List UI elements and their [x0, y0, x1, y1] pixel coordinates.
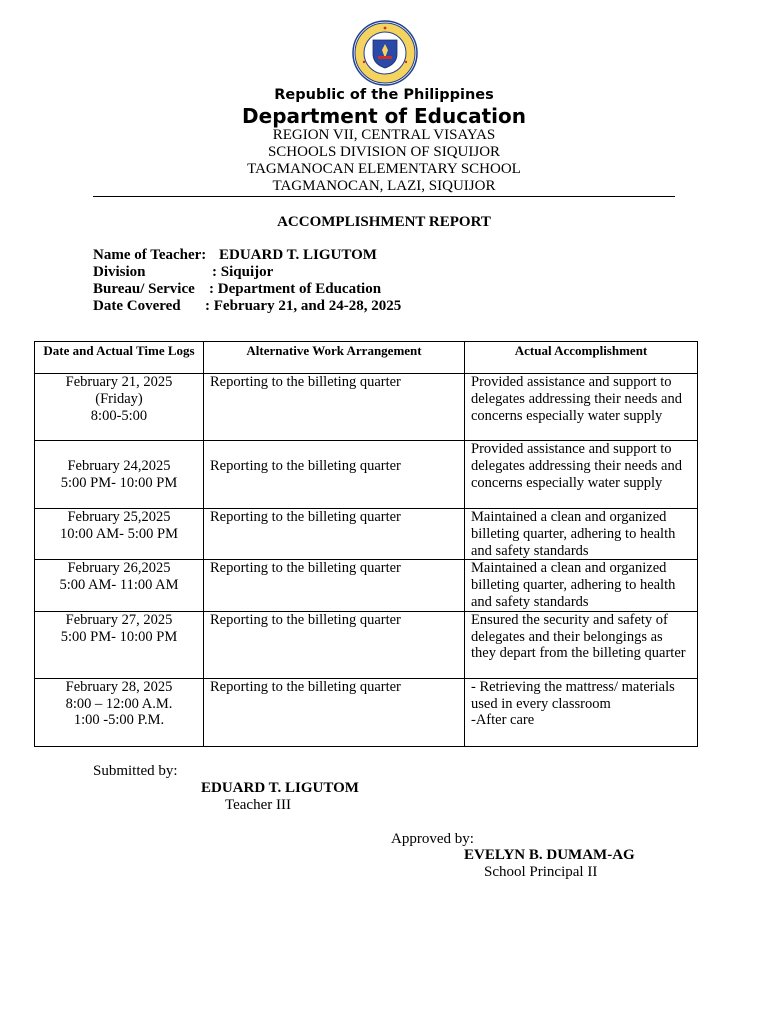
time-line: 8:00-5:00 [90, 407, 148, 424]
date-line: February 27, 2025 [65, 611, 173, 628]
division-value: : Siquijor [212, 264, 274, 280]
date-cell [35, 441, 204, 509]
table-row [35, 678, 698, 746]
time-line: 10:00 AM- 5:00 PM [59, 525, 179, 542]
arrangement-cell: Reporting to the billeting quarter [204, 678, 465, 746]
arrangement-text: Reporting to the billeting quarter [210, 457, 401, 474]
department-heading: Department of Education [242, 104, 526, 128]
date-line: February 28, 2025 [65, 678, 173, 695]
report-title: ACCOMPLISHMENT REPORT [277, 214, 491, 230]
date-label: Date Covered [93, 298, 181, 314]
date-cell [35, 678, 204, 746]
accomplishment-cell: Maintained a clean and organized billeting quarter, adhering to health and safety standards [465, 560, 698, 611]
date-line: February 25,2025 [67, 509, 171, 525]
teacher-info-row [93, 247, 693, 264]
arrangement-cell: Reporting to the billeting quarter [204, 509, 465, 560]
accomplishment-line: - Retrieving the mattress/ materials used in every classroom [471, 678, 675, 712]
table-row [35, 374, 698, 441]
bureau-value: : Department of Education [209, 281, 382, 297]
region-line: REGION VII, CENTRAL VISAYAS [272, 127, 496, 143]
table-row [35, 509, 698, 560]
arrangement-cell [204, 441, 465, 509]
teacher-value: EDUARD T. LIGUTOM [219, 247, 377, 263]
submitted-by-label: Submitted by: [93, 763, 178, 779]
column-header-date: Date and Actual Time Logs [35, 342, 204, 374]
submitted-by-position: Teacher III [225, 797, 291, 813]
accomplishment-line: -After care [471, 712, 535, 729]
division-label: Division [93, 264, 146, 280]
time-line: 8:00 – 12:00 A.M. [65, 695, 173, 712]
date-cell [35, 560, 204, 611]
accomplishment-cell: Ensured the security and safety of delegates and their belongings as they depart from the billeting quarter [465, 611, 698, 678]
date-cell [35, 611, 204, 678]
time-line: 5:00 PM- 10:00 PM [60, 474, 178, 491]
column-header-arrangement: Alternative Work Arrangement [204, 342, 465, 374]
republic-heading: Republic of the Philippines [274, 87, 494, 103]
accomplishment-cell: Maintained a clean and organized billeting quarter, adhering to health and safety standards [465, 509, 698, 560]
time-line: 1:00 -5:00 P.M. [73, 712, 165, 729]
school-line: TAGMANOCAN ELEMENTARY SCHOOL [247, 161, 521, 177]
arrangement-cell: Reporting to the billeting quarter [204, 611, 465, 678]
submitted-by-name: EDUARD T. LIGUTOM [201, 780, 359, 796]
division-info-row [93, 264, 693, 281]
time-line: 5:00 AM- 11:00 AM [59, 577, 179, 594]
table-row [35, 441, 698, 509]
approved-by-label: Approved by: [391, 831, 474, 847]
address-line: TAGMANOCAN, LAZI, SIQUIJOR [272, 178, 496, 194]
division-line: SCHOOLS DIVISION OF SIQUIJOR [267, 144, 501, 160]
column-header-accomplishment: Actual Accomplishment [465, 342, 698, 374]
teacher-label: Name of Teacher: [93, 247, 207, 263]
deped-seal-logo [352, 20, 418, 86]
bureau-info-row [93, 281, 693, 298]
accomplishment-table [34, 341, 698, 747]
header-divider [93, 196, 675, 197]
date-value: : February 21, and 24-28, 2025 [205, 298, 402, 314]
date-cell [35, 509, 204, 560]
time-line: 5:00 PM- 10:00 PM [60, 628, 178, 645]
date-line: (Friday) [95, 390, 143, 407]
arrangement-cell: Reporting to the billeting quarter [204, 560, 465, 611]
bureau-label: Bureau/ Service [93, 281, 195, 297]
arrangement-cell: Reporting to the billeting quarter [204, 374, 465, 441]
accomplishment-cell [465, 678, 698, 746]
table-row [35, 611, 698, 678]
accomplishment-cell: Provided assistance and support to delegates addressing their needs and concerns especially water supply [465, 441, 698, 509]
table-row [35, 560, 698, 611]
accomplishment-cell: Provided assistance and support to delegates addressing their needs and concerns especially water supply [465, 374, 698, 441]
date-line: February 21, 2025 [65, 374, 173, 390]
approved-by-position: School Principal II [484, 864, 598, 880]
approved-by-name: EVELYN B. DUMAM-AG [464, 847, 635, 863]
table-header-row [35, 342, 698, 374]
date-info-row [93, 298, 693, 315]
date-cell [35, 374, 204, 441]
date-line: February 26,2025 [67, 560, 171, 577]
date-line: February 24,2025 [67, 457, 171, 474]
